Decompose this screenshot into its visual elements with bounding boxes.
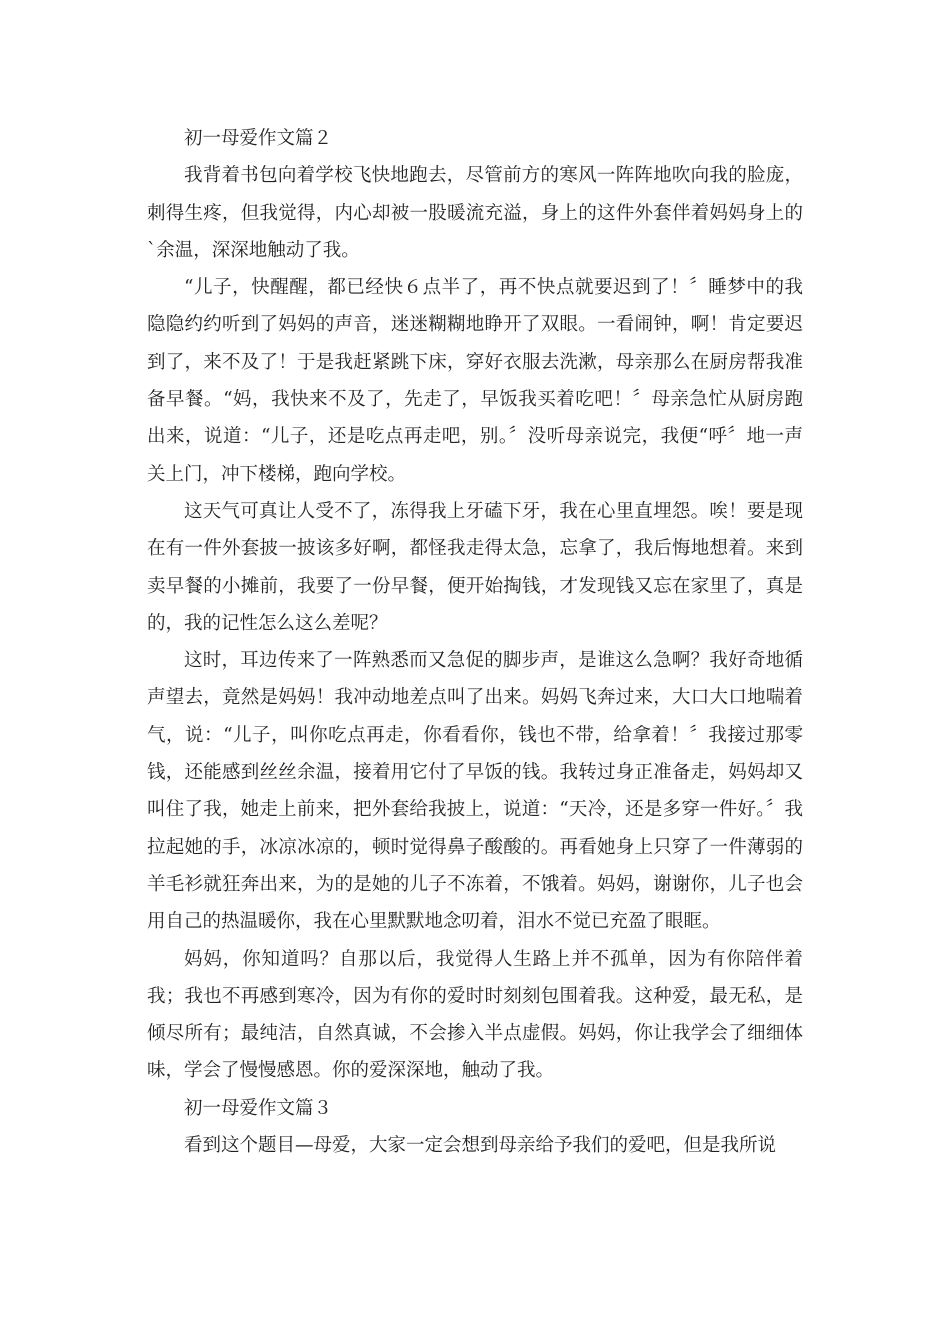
document-body <box>147 120 803 1164</box>
section-heading-2: 初一母爱作文篇２ <box>184 128 333 149</box>
paragraph-2-1: 我背着书包向着学校飞快地跑去，尽管前方的寒风一阵阵地吹向我的脸庞，刺得生疼，但我觉得，内心却被一股暖流充溢，身上的这件外套伴着妈妈身上的`余温，深深地触动了我。 <box>147 165 803 261</box>
paragraph-2-4: 这时，耳边传来了一阵熟悉而又急促的脚步声，是谁这么急啊？我好奇地循声望去，竟然是妈妈！我冲动地差点叫了出来。妈妈飞奔过来，大口大口地喘着气，说：“儿子，叫你吃点再走，你看看你，钱也不带，给拿着！〞我接过那零钱，还能感到丝丝余温，接着用它付了早饭的钱。我转过身正准备走，妈妈却又叫住了我，她走上前来，把外套给我披上，说道：“天冷，还是多穿一件好。〞我拉起她的手，冰凉冰凉的，顿时觉得鼻子酸酸的。再看她身上只穿了一件薄弱的羊毛衫就狂奔出来，为的是她的儿子不冻着，不饿着。妈妈，谢谢你，儿子也会用自己的热温暖你，我在心里默默地念叨着，泪水不觉已充盈了眼眶。 <box>147 650 803 933</box>
paragraph-2-5: 妈妈，你知道吗？自那以后，我觉得人生路上并不孤单，因为有你陪伴着我；我也不再感到寒冷，因为有你的爱时时刻刻包围着我。这种爱，最无私，是倾尽所有；最纯洁，自然真诚，不会掺入半点虚假。妈妈，你让我学会了细细体味，学会了慢慢感恩。你的爱深深地，触动了我。 <box>147 948 803 1082</box>
section-heading-3: 初一母爱作文篇３ <box>184 1097 333 1119</box>
paragraph-2-3: 这天气可真让人受不了，冻得我上牙磕下牙，我在心里直埋怨。唉！要是现在有一件外套披一披该多好啊，都怪我走得太急，忘拿了，我后悔地想着。来到卖早餐的小摊前，我要了一份早餐，便开始掏钱，才发现钱又忘在家里了，真是的，我的记性怎么这么差呢？ <box>147 500 803 634</box>
paragraph-2-2: “儿子，快醒醒，都已经快６点半了，再不快点就要迟到了！〞睡梦中的我隐隐约约听到了妈妈的声音，迷迷糊糊地睁开了双眼。一看闹钟，啊！肯定要迟到了，来不及了！于是我赶紧跳下床，穿好衣服去洗漱，母亲那么在厨房帮我准备早餐。“妈，我快来不及了，先走了，早饭我买着吃吧！〞母亲急忙从厨房跑出来，说道：“儿子，还是吃点再走吧，别。〞没听母亲说完，我便“呼〞地一声关上门，冲下楼梯，跑向学校。 <box>147 277 803 485</box>
paragraph-3-1: 看到这个题目—母爱，大家一定会想到母亲给予我们的爱吧，但是我所说 <box>184 1135 777 1157</box>
